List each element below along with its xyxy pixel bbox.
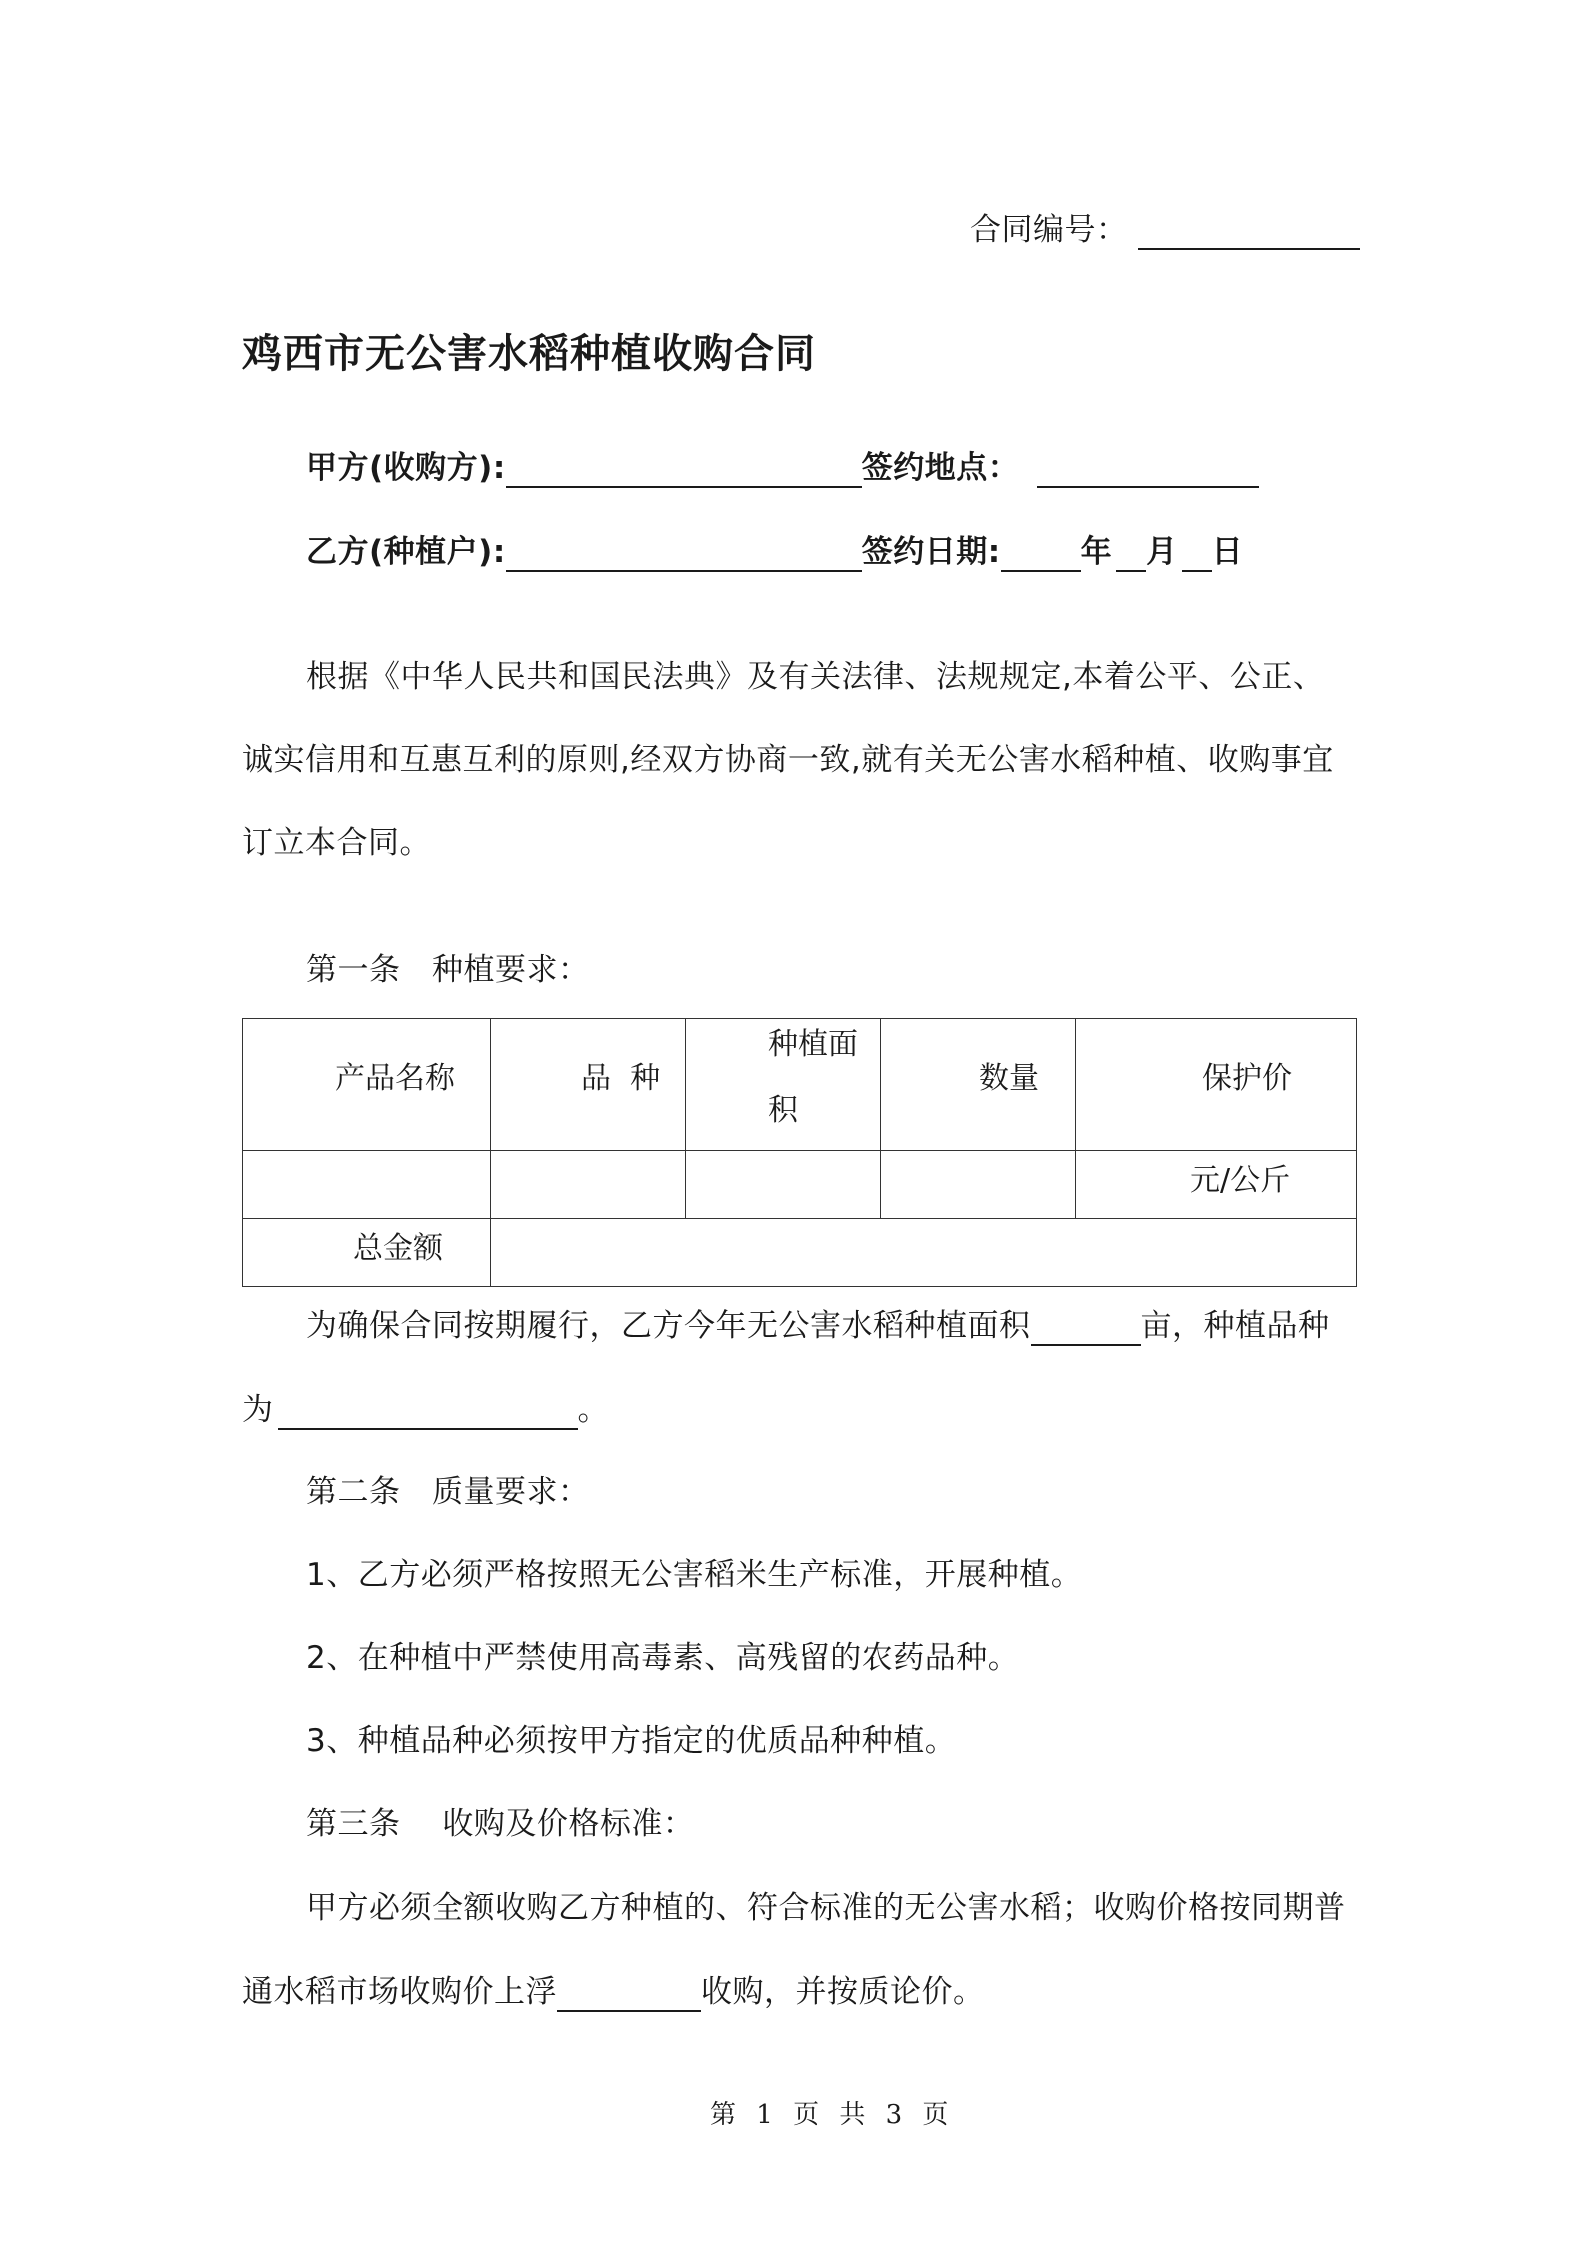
table-header-row	[243, 1019, 1357, 1151]
total-label-cell: 总金额	[243, 1219, 491, 1287]
cell-variety[interactable]	[491, 1151, 686, 1219]
article-1-para-line-1: 为确保合同按期履行，乙方今年无公害水稻种植面积 亩，种植品种	[306, 1308, 1330, 1344]
planting-area-blank[interactable]	[1031, 1310, 1141, 1346]
variety-blank[interactable]	[278, 1394, 578, 1430]
article-3-heading: 第三条 收购及价格标准：	[306, 1806, 695, 1842]
header-product-name: 产品名称	[243, 1019, 491, 1151]
cell-planting-area[interactable]	[686, 1151, 881, 1219]
planting-table	[242, 1018, 1357, 1287]
month-label: 月	[1146, 534, 1178, 570]
cell-product-name[interactable]	[243, 1151, 491, 1219]
table-data-row	[243, 1151, 1357, 1219]
year-blank[interactable]	[1001, 536, 1081, 572]
document-title: 鸡西市无公害水稻种植收购合同	[242, 331, 816, 377]
header-planting-area: 种植面 积	[686, 1019, 881, 1151]
day-blank[interactable]	[1182, 536, 1212, 572]
contract-number	[970, 210, 1360, 250]
party-b-blank[interactable]	[506, 536, 862, 572]
month-blank[interactable]	[1116, 536, 1146, 572]
quality-item-2: 2、在种植中严禁使用高毒素、高残留的农药品种。	[306, 1640, 1020, 1676]
sign-place-label: 签约地点：	[861, 450, 1020, 486]
quality-item-3: 3、种植品种必须按甲方指定的优质品种种植。	[306, 1723, 957, 1759]
article-1-para-line-2: 为 。	[242, 1392, 609, 1428]
price-markup-blank[interactable]	[557, 1976, 701, 2012]
article-3-line-1: 甲方必须全额收购乙方种植的、符合标准的无公害水稻；收购价格按同期普	[306, 1890, 1346, 1926]
cell-quantity[interactable]	[881, 1151, 1076, 1219]
header-protection-price: 保护价	[1076, 1019, 1357, 1151]
party-a-label: 甲方(收购方):	[306, 450, 506, 486]
contract-number-blank[interactable]	[1138, 214, 1360, 250]
cell-protection-price[interactable]	[1076, 1151, 1357, 1219]
table-total-row	[243, 1219, 1357, 1287]
sign-place-blank[interactable]	[1037, 452, 1259, 488]
article-2-heading: 第二条 质量要求：	[306, 1474, 590, 1510]
day-label: 日	[1211, 534, 1244, 570]
party-a-row	[306, 448, 1259, 488]
party-a-blank[interactable]	[506, 452, 862, 488]
party-b-row	[306, 532, 1243, 572]
preamble-line-2: 诚实信用和互惠互利的原则,经双方协商一致,就有关无公害水稻种植、收购事宜	[242, 742, 1334, 778]
preamble-line-3: 订立本合同。	[242, 825, 431, 861]
page-number: 第 1 页 共 3 页	[710, 2100, 955, 2130]
quality-item-1: 1、乙方必须严格按照无公害稻米生产标准，开展种植。	[306, 1557, 1083, 1593]
contract-number-label: 合同编号：	[970, 212, 1128, 248]
header-variety: 品 种	[491, 1019, 686, 1151]
header-quantity: 数量	[881, 1019, 1076, 1151]
article-1-heading: 第一条 种植要求：	[306, 952, 590, 988]
sign-date-label: 签约日期:	[861, 534, 1001, 570]
price-unit: 元/公斤	[1190, 1163, 1291, 1198]
year-label: 年	[1080, 534, 1113, 570]
article-3-line-2: 通水稻市场收购价上浮 收购，并按质论价。	[242, 1974, 985, 2010]
total-amount-cell[interactable]	[491, 1219, 1357, 1287]
preamble-line-1: 根据《中华人民共和国民法典》及有关法律、法规规定,本着公平、公正、	[306, 659, 1325, 695]
party-b-label: 乙方(种植户):	[306, 534, 506, 570]
